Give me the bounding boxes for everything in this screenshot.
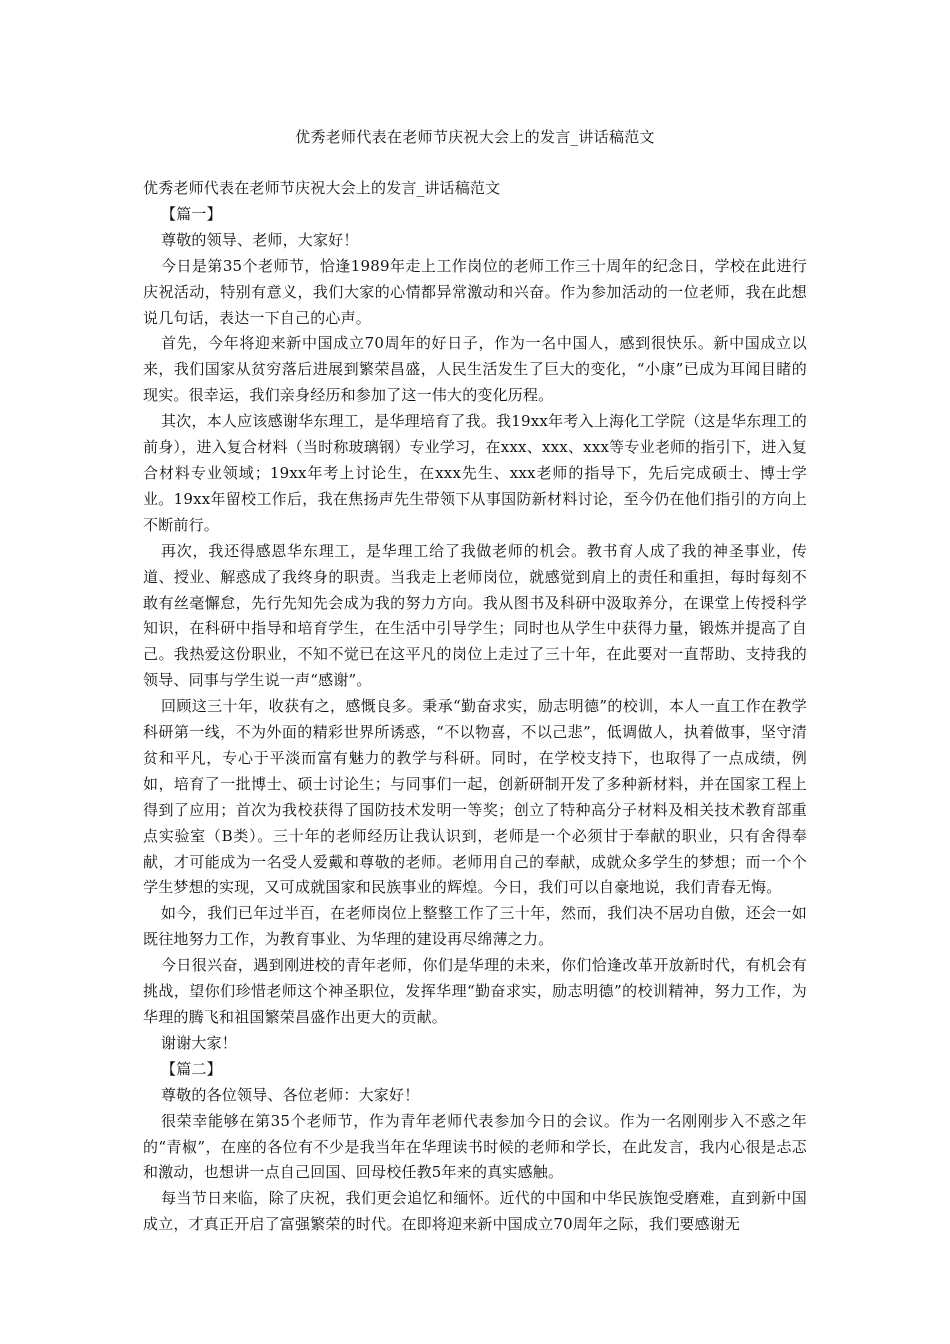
document-subtitle: 优秀老师代表在老师节庆祝大会上的发言_讲话稿范文: [143, 179, 501, 197]
document-body: [143, 176, 807, 1238]
section-1-paragraph: 首先，今年将迎来新中国成立70周年的好日子，作为一名中国人，感到很快乐。新中国成立以来，我们国家从贫穷落后进展到繁荣昌盛，人民生活发生了巨大的变化，“小康”已成为耳闻目睹的现实。很幸运，我们亲身经历和参加了这一伟大的变化历程。: [143, 334, 807, 405]
section-1-paragraph: 今日很兴奋，遇到刚进校的青年老师，你们是华理的未来，你们恰逢改革开放新时代，有机会有挑战，望你们珍惜老师这个神圣职位，发挥华理“勤奋求实，励志明德”的校训精神，努力工作，为华理的腾飞和祖国繁荣昌盛作出更大的贡献。: [143, 956, 807, 1026]
section-2-greeting: 尊敬的各位领导、各位老师：大家好！: [161, 1085, 420, 1104]
section-1-paragraph: 回顾这三十年，收获有之，感慨良多。秉承“勤奋求实，励志明德”的校训，本人一直工作在教学科研第一线，不为外面的精彩世界所诱惑，“不以物喜，不以己悲”，低调做人，执着做事，坚守清贫和平凡，专心于平淡而富有魅力的教学与科研。同时，在学校支持下，也取得了一点成绩，例如，培育了一批博士、硕士讨论生；与同事们一起，创新研制开发了多种新材料，并在国家工程上得到了应用；首次为我校获得了国防技术发明一等奖；创立了特种高分子材料及相关技术教育部重点实验室（B类）。三十年的老师经历让我认识到，老师是一个必须甘于奉献的职业，只有舍得奉献，才可能成为一名受人爱戴和尊敬的老师。老师用自己的奉献，成就众多学生的梦想；而一个个学生梦想的实现，又可成就国家和民族事业的辉煌。今日，我们可以自豪地说，我们青春无悔。: [143, 697, 807, 897]
section-heading-1: 【篇一】: [161, 204, 222, 223]
section-heading-2: 【篇二】: [161, 1059, 222, 1078]
section-1-paragraph: 如今，我们已年过半百，在老师岗位上整整工作了三十年，然而，我们决不居功自傲，还会一如既往地努力工作，为教育事业、为华理的建设再尽绵薄之力。: [143, 904, 807, 949]
section-1-paragraph: 其次，本人应该感谢华东理工，是华理培育了我。我19xx年考入上海化工学院（这是华东理工的前身），进入复合材料（当时称玻璃钢）专业学习，在xxx、xxx、xxx等专业老师的指引下，进入复合材料专业领域；19xx年考上讨论生，在xxx先生、xxx老师的指导下，先后完成硕士、博士学业。19xx年留校工作后，我在焦扬声先生带领下从事国防新材料讨论，至今仍在他们指引的方向上不断前行。: [143, 412, 807, 534]
section-2-paragraph: 很荣幸能够在第35个老师节，作为青年老师代表参加今日的会议。作为一名刚刚步入不惑之年的“青椒”，在座的各位有不少是我当年在华理读书时候的老师和学长，在此发言，我内心很是忐忑和激动，也想讲一点自己回国、回母校任教5年来的真实感触。: [143, 1111, 807, 1182]
section-1-closing: 谢谢大家！: [161, 1033, 238, 1052]
section-1-paragraph: 再次，我还得感恩华东理工，是华理工给了我做老师的机会。教书育人成了我的神圣事业，传道、授业、解惑成了我终身的职责。当我走上老师岗位，就感觉到肩上的责任和重担，每时每刻不敢有丝毫懈怠，先行先知先会成为我的努力方向。我从图书及科研中汲取养分，在课堂上传授科学知识，在科研中指导和培育学生，在生活中引导学生；同时也从学生中获得力量，锻炼并提高了自己。我热爱这份职业，不知不觉已在这平凡的岗位上走过了三十年，在此要对一直帮助、支持我的领导、同事与学生说一声“感谢”。: [143, 541, 807, 690]
document-title: 优秀老师代表在老师节庆祝大会上的发言_讲话稿范文: [295, 128, 655, 146]
section-1-greeting: 尊敬的领导、老师，大家好！: [161, 230, 359, 249]
section-2-paragraph: 每当节日来临，除了庆祝，我们更会追忆和缅怀。近代的中国和中华民族饱受磨难，直到新中国成立，才真正开启了富强繁荣的时代。在即将迎来新中国成立70周年之际，我们要感谢无: [143, 1189, 807, 1234]
section-1-paragraph: 今日是第35个老师节，恰逢1989年走上工作岗位的老师工作三十周年的纪念日，学校在此进行庆祝活动，特别有意义，我们大家的心情都异常激动和兴奋。作为参加活动的一位老师，我在此想说几句话，表达一下自己的心声。: [143, 256, 807, 327]
